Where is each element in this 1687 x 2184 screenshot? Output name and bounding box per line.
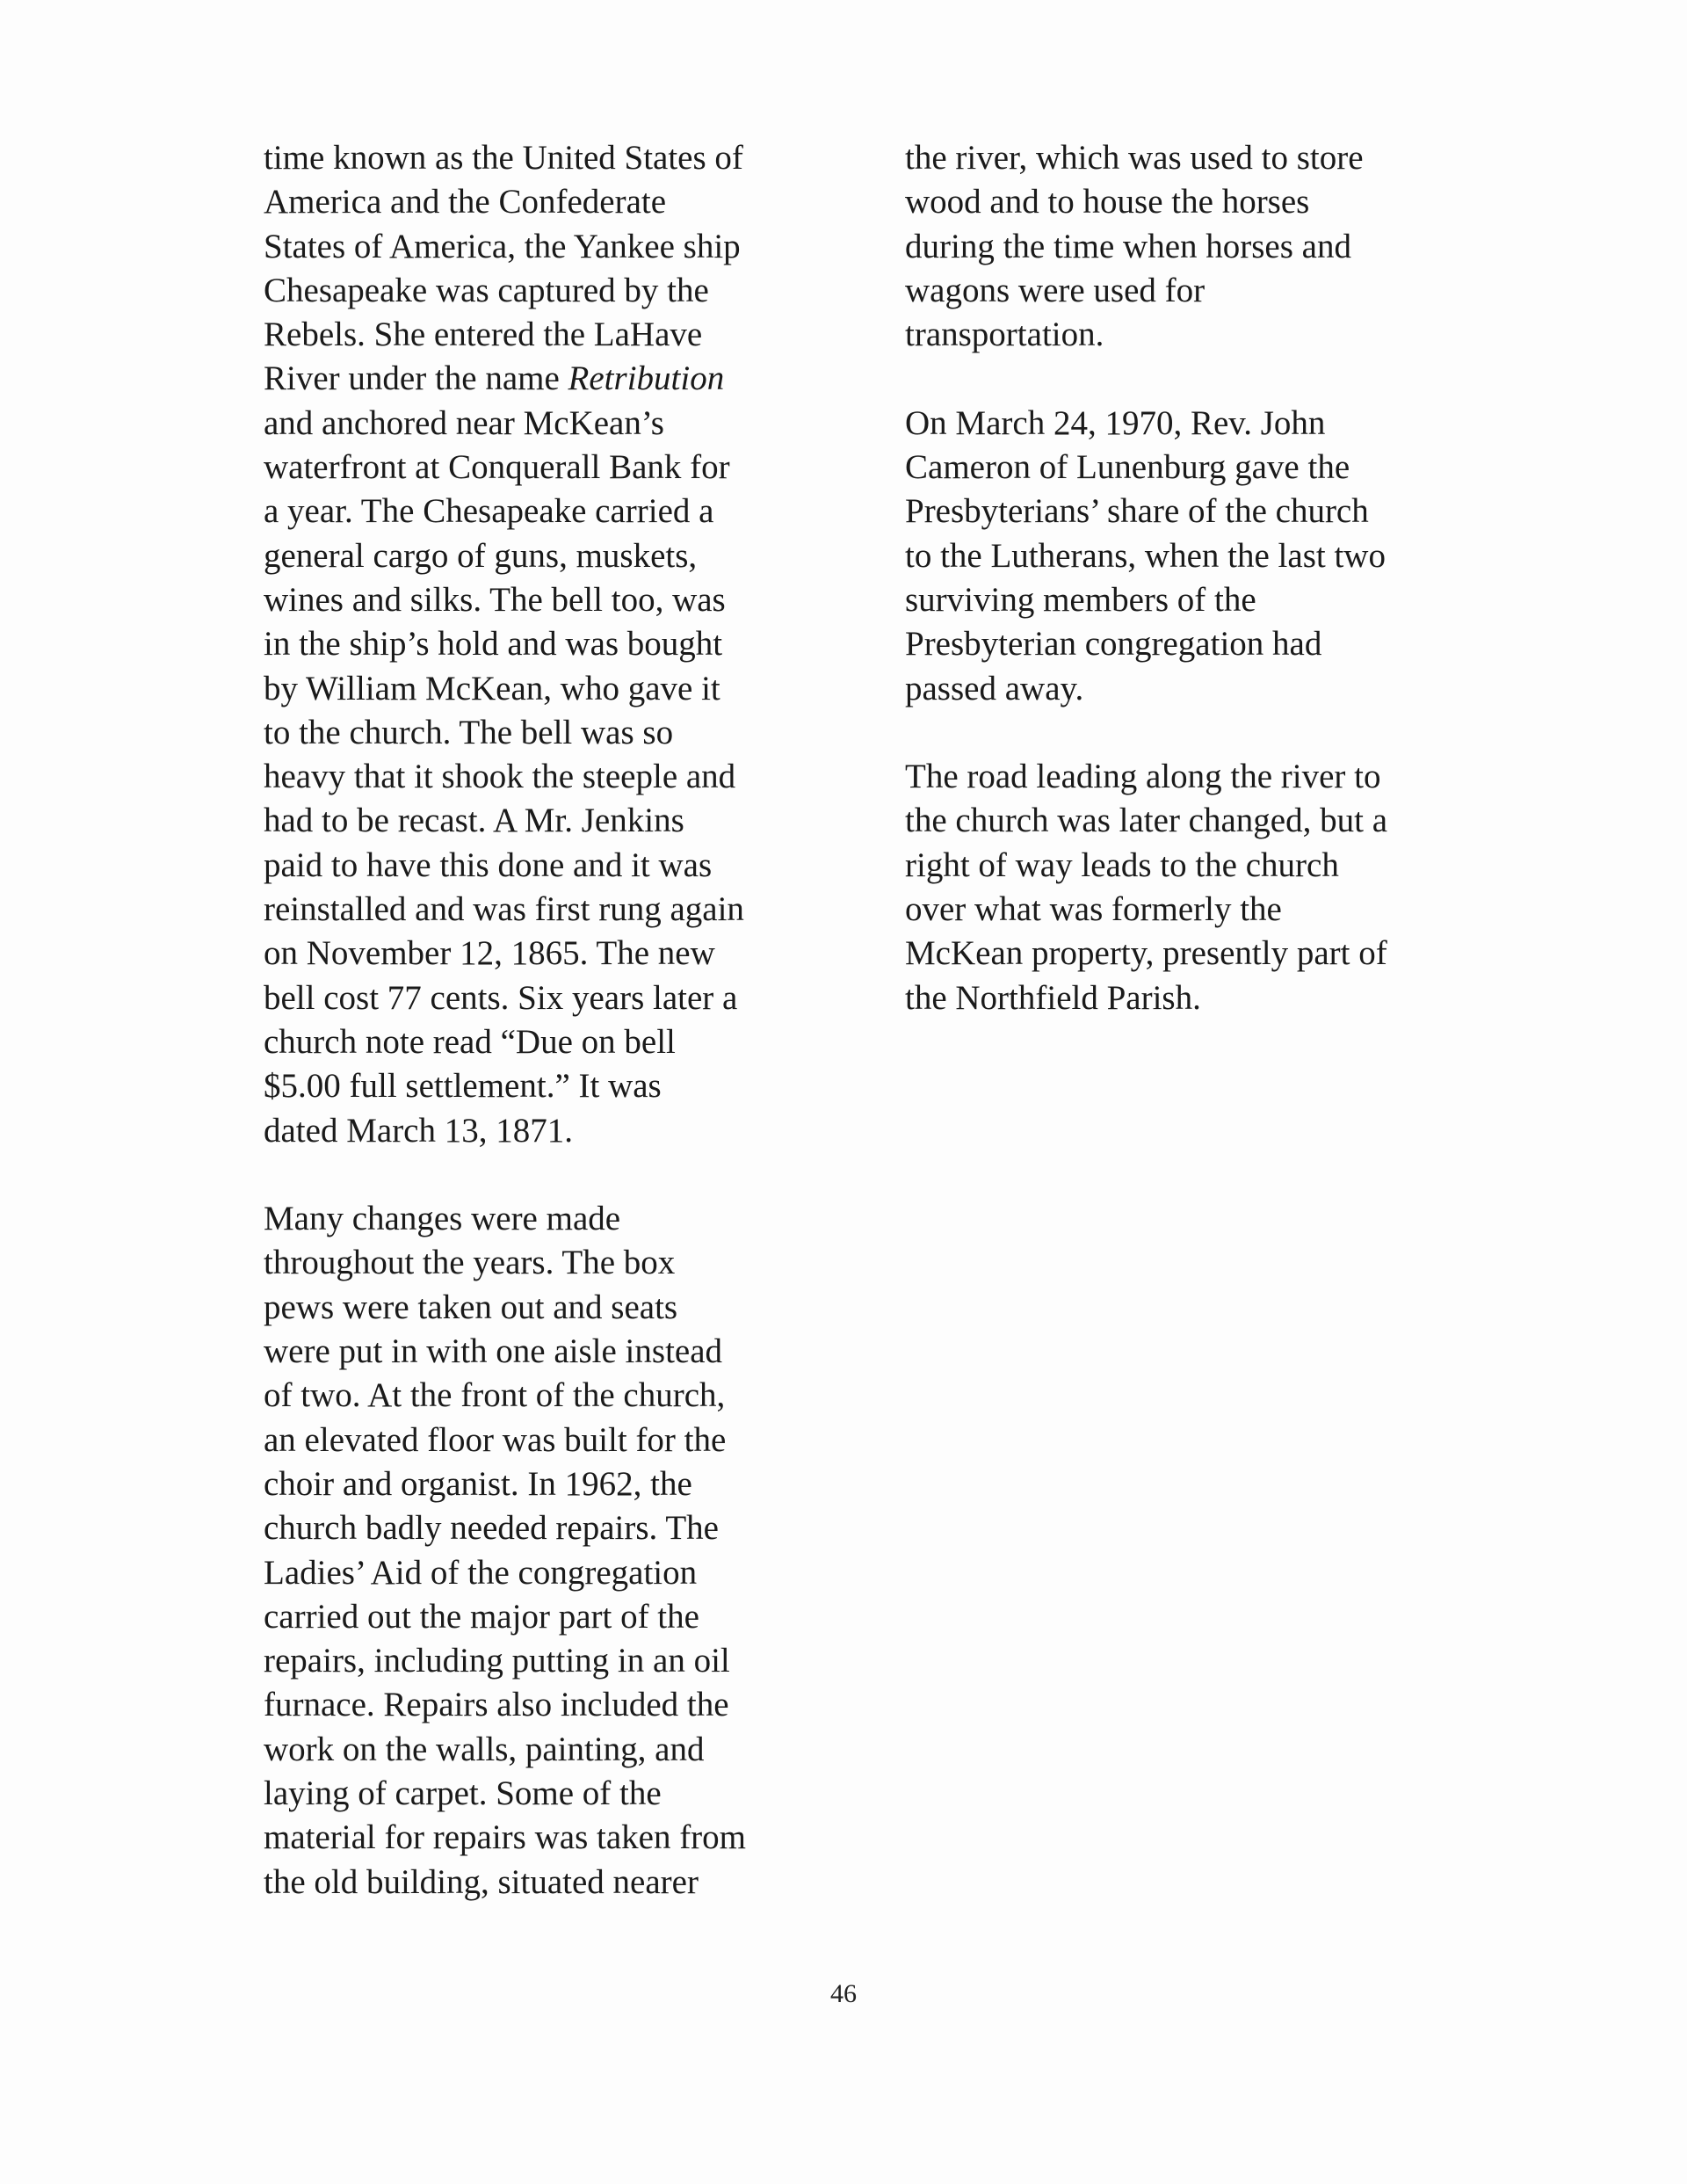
text-line: of two. At the front of the church, (264, 1376, 726, 1415)
text-line: reinstalled and was first rung again (264, 890, 744, 929)
text-line: furnace. Repairs also included the (264, 1686, 729, 1724)
text-segment: River under the name (264, 359, 568, 398)
text-line: surviving members of the (905, 580, 1256, 619)
text-line: Many changes were made (264, 1200, 621, 1238)
text-line: to the church. The bell was so (264, 713, 674, 751)
paragraph-gap (905, 711, 1485, 755)
text-line: wagons were used for (905, 271, 1206, 309)
text-line (264, 357, 826, 401)
text-line: America and the Confederate (264, 183, 667, 221)
text-line: bell cost 77 cents. Six years later a (264, 978, 738, 1017)
paragraph-chesapeake-bell (264, 136, 826, 1153)
text-line: repairs, including putting in an oil (264, 1642, 730, 1680)
text-line: transportation. (905, 316, 1104, 354)
text-line: throughout the years. The box (264, 1244, 676, 1282)
page-number: 46 (830, 1979, 857, 2008)
text-line: Presbyterian congregation had (905, 625, 1322, 664)
text-line: an elevated floor was built for the (264, 1420, 727, 1459)
right-column (905, 136, 1485, 1020)
paragraph-presbyterian-share (905, 402, 1485, 711)
text-line: Rebels. She entered the LaHave (264, 316, 703, 354)
text-line: during the time when horses and (905, 227, 1351, 265)
text-line: by William McKean, who gave it (264, 669, 720, 707)
text-line: were put in with one aisle instead (264, 1332, 723, 1371)
text-line: heavy that it shook the steeple and (264, 758, 736, 796)
text-line: time known as the United States of (264, 139, 743, 177)
text-line: carried out the major part of the (264, 1597, 699, 1636)
text-line: in the ship’s hold and was bought (264, 625, 723, 664)
text-line: Chesapeake was captured by the (264, 271, 709, 309)
text-line: The road leading along the river to (905, 758, 1381, 796)
text-line: Cameron of Lunenburg gave the (905, 448, 1350, 487)
text-line: the church was later changed, but a (905, 802, 1388, 840)
text-line: on November 12, 1865. The new (264, 934, 715, 973)
text-line: the river, which was used to store (905, 139, 1364, 177)
ship-name-italic: Retribution (568, 359, 725, 398)
text-line: the old building, situated nearer (264, 1862, 699, 1901)
left-column (264, 136, 826, 1905)
paragraph-road-right-of-way (905, 755, 1485, 1020)
paragraph-church-changes (264, 1197, 826, 1905)
text-line: choir and organist. In 1962, the (264, 1464, 692, 1503)
text-line: pews were taken out and seats (264, 1288, 678, 1326)
text-line: to the Lutherans, when the last two (905, 536, 1386, 575)
paragraph-gap (264, 1153, 826, 1197)
text-line: paid to have this done and it was (264, 845, 713, 884)
text-line: Presbyterians’ share of the church (905, 492, 1369, 531)
text-line: general cargo of guns, muskets, (264, 536, 698, 575)
text-line: the Northfield Parish. (905, 978, 1201, 1017)
text-line: over what was formerly the (905, 890, 1282, 929)
text-line: $5.00 full settlement.” It was (264, 1067, 662, 1106)
text-line: church note read “Due on bell (264, 1022, 676, 1061)
text-line: material for repairs was taken from (264, 1818, 747, 1857)
text-line: a year. The Chesapeake carried a (264, 492, 714, 531)
text-line: States of America, the Yankee ship (264, 227, 741, 265)
text-line: wines and silks. The bell too, was (264, 580, 726, 619)
text-line: and anchored near McKean’s (264, 403, 664, 442)
paragraph-gap (905, 357, 1485, 401)
text-line: right of way leads to the church (905, 845, 1339, 884)
paragraph-old-building (905, 136, 1485, 357)
text-line: laying of carpet. Some of the (264, 1774, 662, 1812)
text-line: had to be recast. A Mr. Jenkins (264, 802, 684, 840)
text-line: passed away. (905, 669, 1084, 707)
text-line: wood and to house the horses (905, 183, 1310, 221)
text-line: church badly needed repairs. The (264, 1509, 719, 1548)
text-line: dated March 13, 1871. (264, 1111, 573, 1150)
text-line: McKean property, presently part of (905, 934, 1387, 973)
text-line: Ladies’ Aid of the congregation (264, 1553, 698, 1592)
text-line: On March 24, 1970, Rev. John (905, 403, 1326, 442)
text-line: work on the walls, painting, and (264, 1730, 705, 1768)
text-line: waterfront at Conquerall Bank for (264, 448, 730, 487)
